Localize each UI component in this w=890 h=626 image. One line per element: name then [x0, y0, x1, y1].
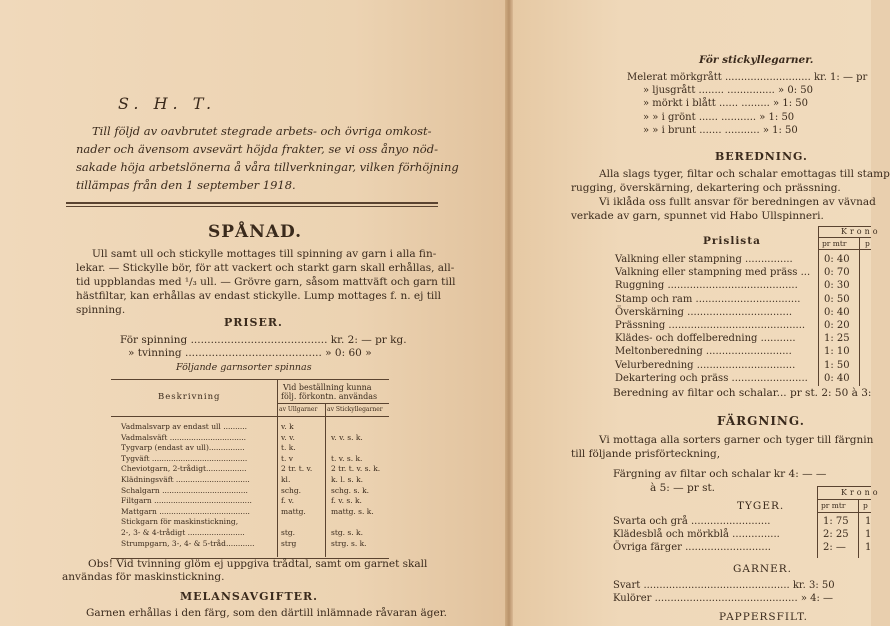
garn-row-ull: v. v. — [281, 432, 295, 442]
tyger-row-price: 2: 25 — [823, 529, 849, 541]
prislista-row — [615, 254, 793, 265]
prislista-row-dots: ................................. — [695, 293, 801, 305]
beredning-line-3: Vi iklåda oss fullt ansvar för beredningen av vävnad — [599, 196, 876, 208]
obs-line-1: Obs! Vid tvinning glöm ej uppgiva trådtal, samt om garnet skall — [88, 558, 428, 570]
col-beskrivning: Beskrivning — [158, 392, 221, 402]
prislista-row-label: Velurberedning — [615, 359, 694, 371]
pr-mtr-header: pr mtr — [822, 239, 847, 248]
stick-row — [643, 111, 794, 125]
garn-row-ull: stg. — [281, 528, 296, 537]
tyger-row-price: 1: 75 — [823, 516, 849, 527]
garn-row-desc: 2-, 3- & 4-trådigt ........................ — [121, 528, 245, 537]
fargning-line-2: till följande prisförteckning, — [571, 448, 721, 460]
melans-text: Garnen erhållas i den färg, som den därtill inlämnade råvaran äger. — [86, 607, 447, 619]
stick-row-label: » » i brunt — [643, 124, 697, 136]
table-divider-1 — [277, 379, 278, 557]
garn-row-ull: t. v — [281, 453, 294, 463]
table-header-rule — [111, 416, 389, 417]
kronor2-top-rule — [817, 486, 871, 487]
stick-row-value: » 1: 50 — [759, 111, 795, 123]
prislista-row-price: 0: 40 — [824, 254, 850, 265]
garn-row-stick: 2 tr. t. v. s. k. — [331, 464, 381, 474]
garn-row-stick: f. v. s. k. — [331, 496, 362, 506]
garner-row-dots: .............................................. — [643, 580, 790, 591]
garner-row-value: » 4: — — [800, 593, 834, 605]
prislista-row-label: Dekartering och präss — [615, 372, 729, 384]
prislista-row-dots: ................................. — [687, 306, 793, 318]
prislista-row-label: Klädes- och doffelberedning — [615, 333, 758, 345]
right-page — [513, 0, 890, 626]
garn-row-desc: Vadmalsväft ................................ — [121, 432, 247, 442]
prislista-title: Prislista — [703, 235, 761, 247]
prislista-row-price: 1: 25 — [824, 333, 850, 345]
garn-row-stick: t. v. s. k. — [331, 453, 363, 463]
garn-row-desc: Cheviotgarn, 2-trådigt................. — [121, 464, 247, 474]
pr-short-header: p — [865, 239, 870, 248]
garn-row-ull: kl. — [281, 475, 291, 484]
prislista-row — [615, 280, 798, 291]
stick-row-label: Melerat mörkgrått — [627, 72, 722, 83]
kronor2-mid-rule — [817, 499, 871, 500]
garn-row-ull: schg. — [281, 485, 302, 495]
prislista-row-label: Valkning eller stampning med präss — [615, 267, 798, 279]
garn-row-desc: Strumpgarn, 3-, 4- & 5-tråd............ — [121, 538, 255, 548]
garn-row-stick: stg. s. k. — [331, 528, 363, 537]
prislista-row-label: Valkning eller stampning — [615, 254, 742, 265]
pr-mtr-header-2: pr mtr — [821, 501, 846, 510]
divider-rule — [66, 202, 438, 204]
garn-row-stick: strg. s. k. — [331, 538, 367, 548]
stick-row-label: » mörkt i blått — [643, 98, 716, 110]
garner-row-label: Svart — [613, 580, 641, 591]
stick-row-dots: ........ ............... — [698, 85, 775, 97]
prislista-row-price: 1: 50 — [824, 359, 850, 371]
prislista-row — [615, 294, 800, 305]
melans-title: MELANSAVGIFTER. — [180, 590, 318, 603]
col-vid: Vid beställning kunna — [283, 383, 372, 392]
prislista-row-dots: ............... — [745, 254, 793, 265]
prislista-row-dots: ... — [800, 267, 811, 279]
spanad-line-2: lekar. — Stickylle bör, för att vackert och starkt garn skall erhållas, all- — [76, 262, 455, 274]
garn-row-desc: Vadmalsvarp av endast ull .......... — [121, 422, 248, 431]
stick-title: För stickyllegarner. — [699, 54, 814, 66]
kronor2-bottom-rule — [817, 512, 871, 513]
fargning-filtar-1: Färgning av filtar och schalar kr 4: — — — [613, 468, 827, 480]
prislista-row-dots: ........................... — [705, 346, 792, 358]
tyger-row-extra: 1 — [865, 516, 872, 527]
prislista-row — [615, 346, 792, 357]
beredning-line-1: Alla slags tyger, filtar och schalar emottagas till stamp — [599, 168, 890, 180]
tyger-row — [613, 529, 780, 540]
col-vid2: följ. förkontn. användas — [281, 392, 378, 401]
kronor-mid-rule — [818, 237, 871, 238]
beredning-line-2: rugging, överskärning, dekartering och prässning. — [571, 182, 841, 194]
garn-row-ull: 2 tr. t. v. — [281, 464, 313, 474]
page-fold — [505, 0, 513, 626]
prislista-row-dots: ........................................... — [668, 320, 806, 331]
prislista-row-price: 0: 40 — [824, 306, 850, 318]
priser-row-tvinning — [128, 346, 372, 360]
garn-row-desc: Tygväft ........................................ — [121, 453, 248, 463]
priser-row-spinning — [120, 333, 407, 347]
prislista-row-price: 0: 20 — [824, 320, 850, 331]
fargning-line-1: Vi mottaga alla sorters garner och tyger till färgnin — [599, 434, 874, 446]
garn-row-ull: t. k. — [281, 443, 296, 453]
prislista-row — [615, 267, 810, 278]
stick-row-dots: ...... ........... — [698, 111, 757, 123]
garn-row-stick: mattg. s. k. — [331, 506, 374, 516]
tyger-row-label: Övriga färger — [613, 542, 682, 554]
tyger-row-dots: ......................... — [690, 516, 771, 527]
garn-row-ull: strg — [281, 538, 297, 548]
prislista-row-label: Meltonberedning — [615, 346, 703, 358]
intro-line-3: sakade höja arbetslönerna å våra tillverkningar, vilken förhöjning — [76, 160, 459, 174]
stick-row-value: kr. 1: — pr — [813, 72, 868, 83]
beredning-title: BEREDNING. — [715, 150, 808, 163]
sht-heading: S. H. T. — [118, 94, 217, 113]
priser-title: PRISER. — [224, 316, 283, 329]
stick-row — [627, 71, 867, 85]
priser-dots: ......................................... — [184, 347, 322, 359]
pr-short-header-2: p — [863, 501, 868, 510]
intro-line-1: Till följd av oavbrutet stegrade arbets- och övriga omkost- — [92, 124, 432, 138]
prislista-row-label: Överskärning — [615, 306, 684, 318]
garn-row-ull: mattg. — [281, 506, 306, 516]
priser-value: » 0: 60 » — [325, 347, 372, 359]
garn-row-desc: Mattgarn ...................................... — [121, 506, 250, 516]
prislista-row — [615, 307, 792, 318]
tyger-row-dots: ........................... — [685, 542, 771, 554]
prislista-row-dots: ........................ — [731, 372, 808, 384]
tyger-row-dots: ............... — [732, 529, 780, 541]
priser-label: För spinning — [120, 334, 188, 346]
tyger-row-extra: 1 — [865, 529, 872, 541]
tyger-row-extra: 1 — [865, 542, 872, 554]
tyger-col-left — [817, 486, 818, 558]
tyger-row-label: Svarta och grå — [613, 516, 688, 527]
prislista-row-dots: ........... — [760, 333, 796, 345]
garn-row-desc: Schalgarn .................................... — [121, 485, 248, 495]
prislista-row-label: Ruggning — [615, 280, 665, 292]
garn-row-stick: schg. s. k. — [331, 485, 369, 495]
stick-row — [643, 97, 808, 111]
stick-row-value: » 1: 50 — [762, 124, 798, 136]
prislista-row-label: Stamp och ram — [615, 293, 693, 305]
beredning-filtar: Beredning av filtar och schalar... pr st. 2: 50 à 3: — [613, 387, 872, 399]
prislista-col-right — [859, 237, 860, 386]
prislista-row-price: 0: 40 — [824, 372, 850, 384]
stick-row-value: » 1: 50 — [773, 98, 808, 110]
tyger-row-price: 2: — — [823, 542, 846, 554]
prislista-row-price: 0: 30 — [824, 280, 850, 292]
spanad-title: SPÅNAD. — [208, 222, 303, 242]
garner-row — [613, 580, 835, 591]
fargning-title: FÄRGNING. — [717, 414, 805, 428]
stick-row-value: » 0: 50 — [778, 85, 813, 97]
kronor-header-2: Krono — [841, 488, 881, 497]
prislista-col-left — [818, 226, 819, 386]
tyger-col-right — [858, 499, 859, 558]
tyger-row-label: Klädesblå och mörkblå — [613, 529, 729, 541]
intro-line-2: nader och ävensom avsevärt höjda frakter, se vi oss ånyo nöd- — [76, 142, 438, 156]
tyger-row — [613, 542, 771, 553]
garn-row-ull: f. v. — [281, 496, 295, 506]
prislista-row — [615, 320, 805, 331]
garnsorter-title: Följande garnsorter spinnas — [176, 362, 312, 373]
stick-row — [643, 124, 798, 138]
table-subheader-rule — [277, 403, 389, 404]
intro-line-4: tillämpas från den 1 september 1918. — [76, 178, 296, 192]
beredning-line-4: verkade av garn, spunnet vid Habo Ullspinneri. — [571, 210, 824, 222]
prislista-row — [615, 333, 796, 344]
stick-row-label: » » i grönt — [643, 111, 696, 123]
stick-row-dots: ........................... — [724, 72, 811, 83]
prislista-row-price: 1: 10 — [824, 346, 850, 358]
garn-row-desc: Tygvarp (endast av ull)............... — [121, 443, 245, 453]
garner-row-dots: ............................................. — [654, 593, 798, 605]
table-divider-2 — [325, 403, 326, 557]
tyger-title: TYGER. — [737, 500, 785, 512]
pappersfilt-title: PAPPERSFILT. — [719, 611, 808, 623]
spanad-line-3: tid uppblandas med ¹/₃ ull. — Grövre garn, såsom mattväft och garn till — [76, 276, 456, 288]
col-stick: av Stickyllegarner — [327, 406, 383, 413]
garner-row-value: kr. 3: 50 — [792, 580, 835, 591]
garn-row-stick: k. l. s. k. — [331, 475, 364, 484]
spanad-line-5: spinning. — [76, 304, 126, 316]
garn-row-stick: v. v. s. k. — [331, 432, 363, 442]
fargning-filtar-2: à 5: — pr st. — [650, 482, 716, 494]
garner-row — [613, 593, 833, 604]
garn-row-ull: v. k — [281, 422, 294, 431]
divider-rule-thin — [66, 206, 438, 207]
stick-row — [643, 84, 813, 98]
col-ull: av Ullgarner — [279, 406, 318, 413]
kronor-bottom-rule — [818, 249, 871, 250]
prislista-row-dots: ............................... — [696, 359, 796, 371]
prislista-row — [615, 373, 808, 384]
prislista-row-price: 0: 70 — [824, 267, 850, 279]
spanad-line-4: hästfiltar, kan erhållas av endast stickylle. Lump mottages f. n. ej till — [76, 290, 441, 302]
priser-label: » tvinning — [128, 347, 182, 359]
kronor-header: Krono — [841, 227, 881, 236]
garn-row-desc: Stickgarn för maskinstickning, — [121, 517, 239, 527]
garn-row-desc: Klädningsväft ............................... — [121, 475, 250, 484]
tyger-row — [613, 516, 770, 527]
garner-row-label: Kulörer — [613, 593, 652, 605]
spanad-line-1: Ull samt ull och stickylle mottages till spinning av garn i alla fin- — [92, 248, 437, 260]
stick-row-label: » ljusgrått — [643, 85, 696, 97]
prislista-row-price: 0: 50 — [824, 293, 850, 305]
priser-value: kr. 2: — pr kg. — [330, 334, 407, 346]
stick-row-dots: ....... ........... — [699, 124, 760, 136]
garner-title: GARNER. — [733, 563, 792, 575]
prislista-row-label: Prässning — [615, 320, 666, 331]
prislista-row-dots: ......................................... — [667, 280, 798, 292]
garn-row-desc: Filtgarn ......................................... — [121, 496, 252, 506]
priser-dots: ......................................... — [190, 334, 328, 346]
prislista-row — [615, 360, 795, 371]
stick-row-dots: ...... ......... — [719, 98, 770, 110]
obs-line-2: användas för maskinstickning. — [62, 571, 225, 583]
